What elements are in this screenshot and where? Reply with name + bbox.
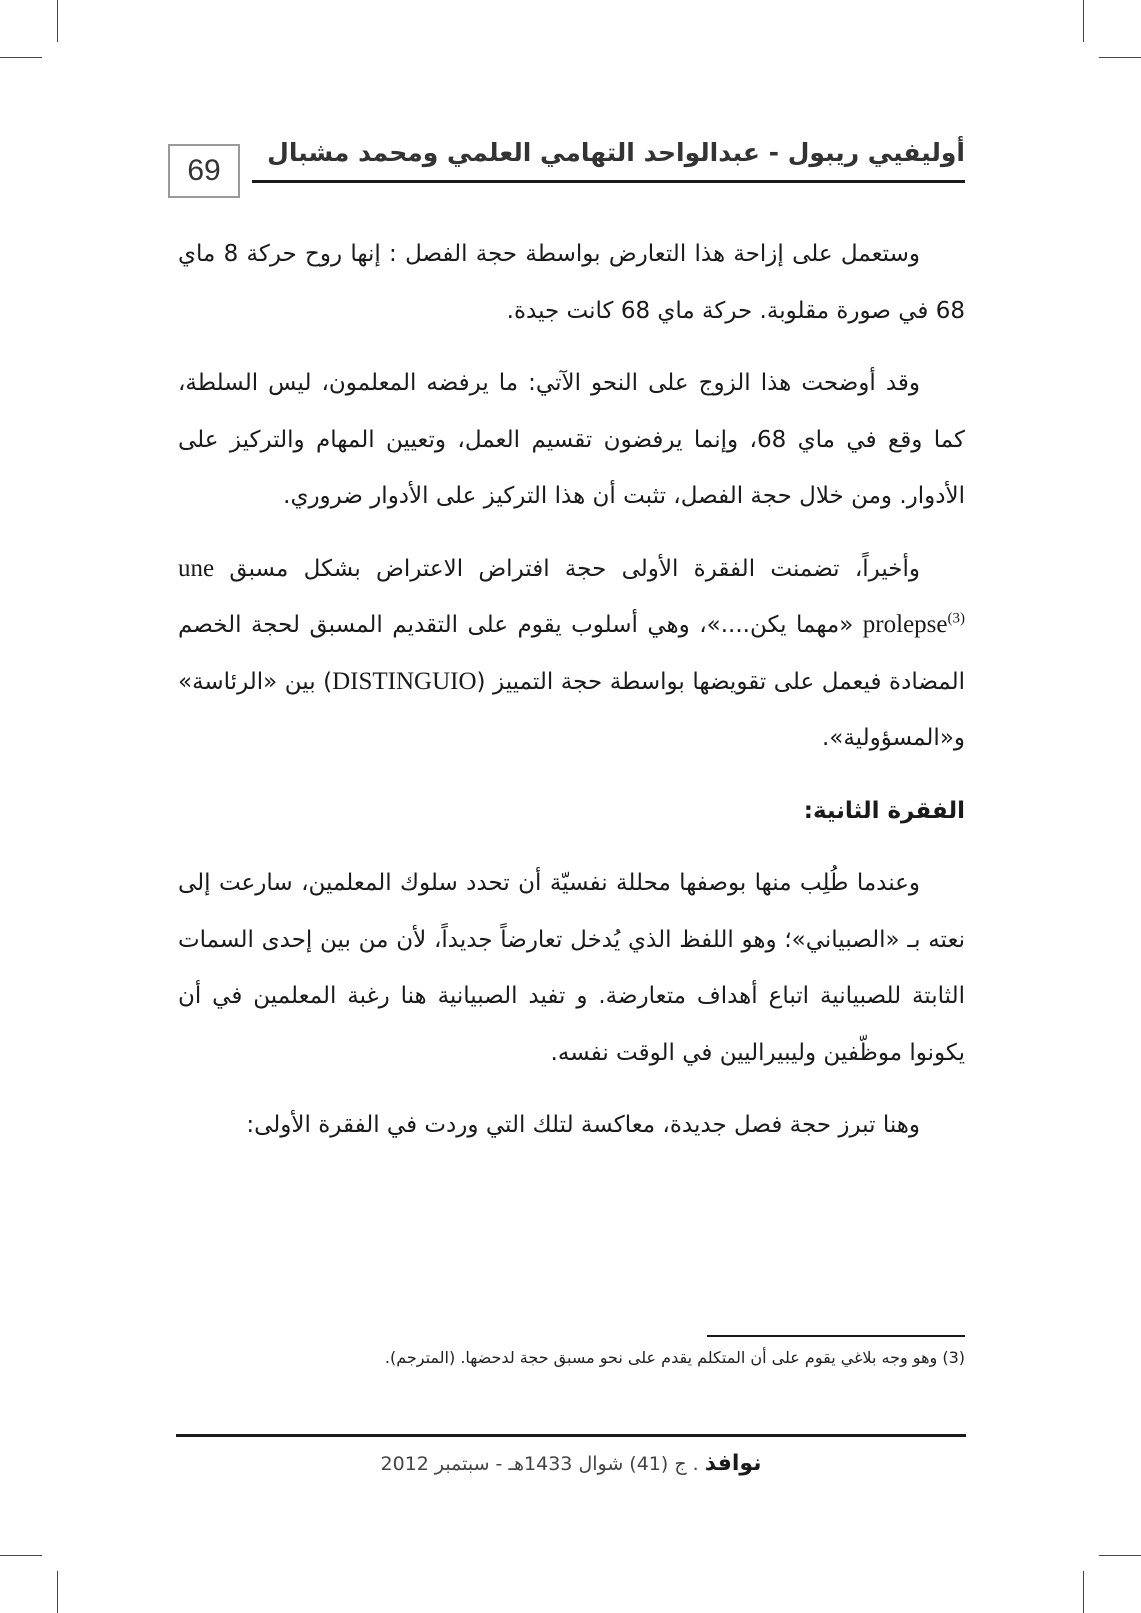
footnote-reference: (3) [947, 610, 965, 627]
page-footer [176, 1446, 966, 1482]
paragraph-2: وقد أوضحت هذا الزوج على النحو الآتي: ما يرفضه المعلمون، ليس السلطة، كما وقع في ماي 68، وإنما يرفضون تقسيم العمل، وتعيين المهام والتركيز على الأدوار. ومن خلال حجة الفصل، تثبت أن هذا التركيز على الأدوار ضروري. [178, 370, 965, 509]
crop-mark-bottom-left-horizontal [0, 1555, 42, 1556]
crop-mark-top-right-vertical [1083, 0, 1084, 42]
latin-term-distinguio: DISTINGUIO [332, 667, 477, 695]
footnote: (3) وهو وجه بلاغي يقوم على أن المتكلم يقدم على نحو مسبق حجة لدحضها. (المترجم). [384, 1348, 965, 1367]
crop-mark-bottom-right-horizontal [1099, 1555, 1141, 1556]
journal-name: نوافذ [704, 1451, 762, 1476]
latin-term-prolepse-text: une prolepse [178, 554, 948, 638]
page-header [168, 128, 965, 200]
section-heading: الفقرة الثانية: [803, 797, 965, 824]
crop-mark-bottom-left-vertical [57, 1571, 58, 1613]
paragraph-3-part-1: وأخيراً، تضمنت الفقرة الأولى حجة افتراض الاعتراض بشكل مسبق [229, 555, 921, 582]
paragraph-5: وهنا تبرز حجة فصل جديدة، معاكسة لتلك التي وردت في الفقرة الأولى: [246, 1112, 920, 1138]
running-title: أوليفيي ريبول - عبدالواحد التهامي العلمي ومحمد مشبال [267, 138, 965, 167]
footer-rule [176, 1434, 966, 1437]
crop-mark-top-right-horizontal [1099, 57, 1141, 58]
paragraph-3 [178, 541, 965, 767]
paragraph-3-part-2: «مهما يكن....»، وهي أسلوب يقوم على التقديم المسبق لحجة الخصم المضادة فيعمل على تقويضها بواسطة حجة التمييز ( [178, 612, 965, 695]
header-rule [252, 180, 965, 183]
paragraph-1: وستعمل على إزاحة هذا التعارض بواسطة حجة الفصل : إنها روح حركة 8 ماي 68 في صورة مقلوبة. حركة ماي 68 كانت جيدة. [178, 241, 965, 324]
main-text [178, 226, 965, 1170]
paragraph-4: وعندما طُلِب منها بوصفها محللة نفسيّة أن تحدد سلوك المعلمين، سارعت إلى نعته بـ «الصبياني»؛ وهو اللفظ الذي يُدخل تعارضاً جديداً، لأن من بين إحدى السمات الثابتة للصبيانية اتباع أهداف متعارضة. و تفيد الصبيانية هنا رغبة المعلمين في أن يكونوا موظّفين وليبيراليين في الوقت نفسه. [178, 870, 965, 1066]
footnote-rule [707, 1335, 965, 1337]
paragraph-3-part-3: ) بين «الرئاسة» و«المسؤولية». [178, 668, 965, 751]
issue-info: . ج (41) شوال 1433هـ - سبتمبر 2012 [380, 1453, 699, 1475]
crop-mark-bottom-right-vertical [1083, 1571, 1084, 1613]
crop-mark-top-left-vertical [57, 0, 58, 42]
crop-mark-top-left-horizontal [0, 57, 42, 58]
page-number: 69 [168, 144, 240, 198]
